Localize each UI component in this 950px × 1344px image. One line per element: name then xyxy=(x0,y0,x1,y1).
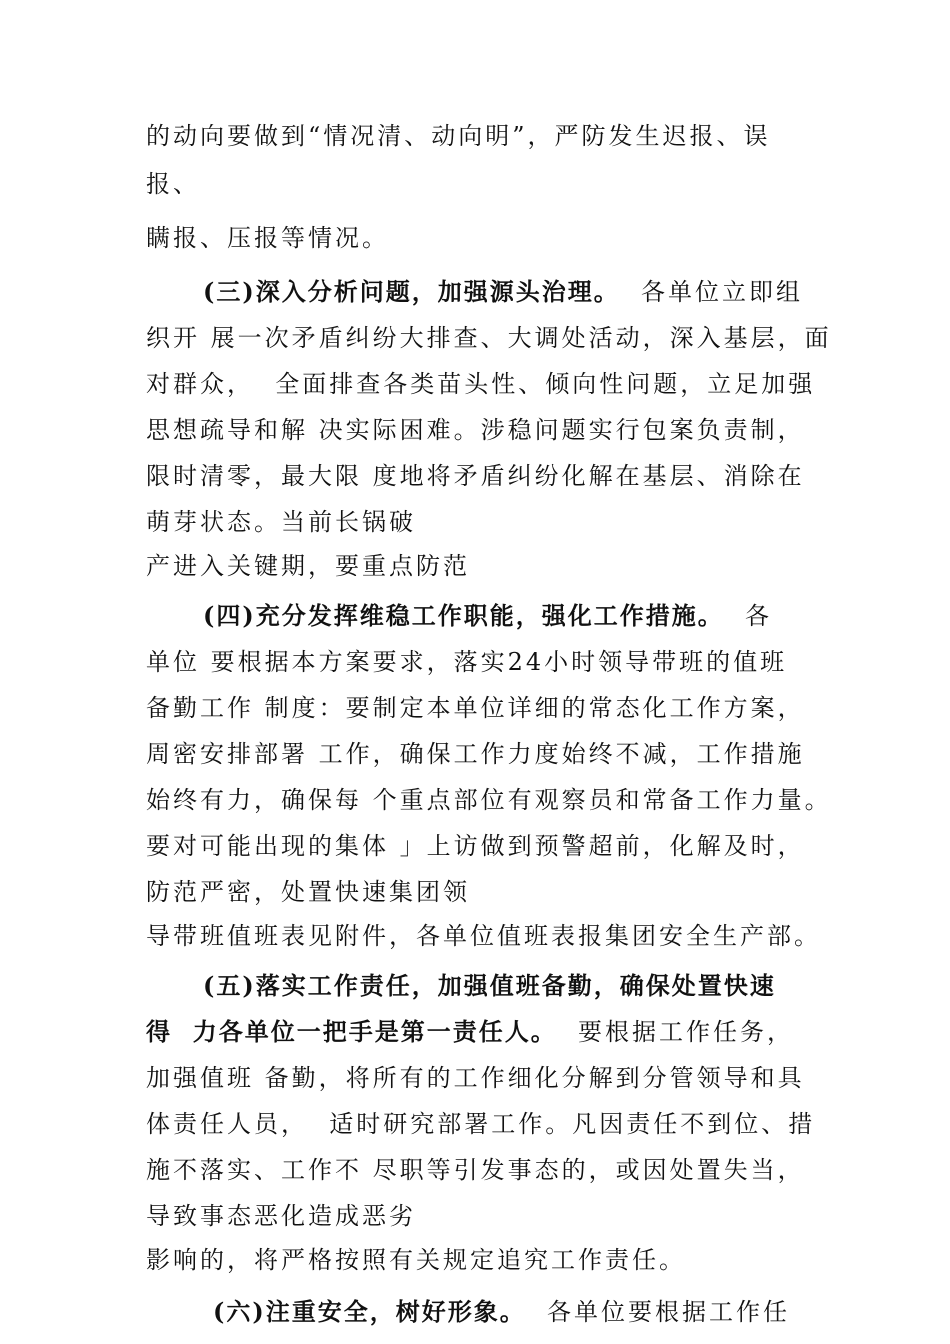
text-line: 要对可能出现的集体 」上访做到预警超前，化解及时， xyxy=(146,832,805,860)
text-line: 的动向要做到“情况清、动向明”，严防发生迟报、误 xyxy=(146,122,771,150)
section-heading: (五)落实工作责任，加强值班备勤，确保处置快速 xyxy=(203,971,776,1000)
text-line: 瞒报、压报等情况。 xyxy=(146,224,389,252)
section-heading: (六)注重安全，树好形象。 xyxy=(213,1297,526,1326)
text-line: 报、 xyxy=(146,170,200,198)
text-line: 防范严密，处置快速集团领 xyxy=(146,878,470,906)
text-line: 始终有力，确保每 个重点部位有观察员和常备工作力量。 xyxy=(146,786,832,814)
text-line: 影响的，将严格按照有关规定追究工作责任。 xyxy=(146,1246,686,1274)
section-heading-line xyxy=(203,970,776,1002)
section-heading: (四)充分发挥维稳工作职能，强化工作措施。 xyxy=(203,601,724,630)
section-heading: (三)深入分析问题，加强源头治理。 xyxy=(203,277,620,306)
text-line: 导带班值班表见附件，各单位值班表报集团安全生产部。 xyxy=(146,922,821,950)
text-line: 思想疏导和解 决实际困难。涉稳问题实行包案负责制， xyxy=(146,416,805,444)
text-span: 各 xyxy=(723,602,772,630)
section-heading: 得 力各单位一把手是第一责任人。 xyxy=(146,1017,557,1046)
text-line: 产进入关键期，要重点防范 xyxy=(146,552,470,580)
text-line: 对群众， 全面排查各类苗头性、倾向性问题，立足加强 xyxy=(146,370,816,398)
text-span: 各单位立即组 xyxy=(619,278,803,306)
section-heading-line xyxy=(203,276,803,308)
text-line: 织开 展一次矛盾纠纷大排查、大调处活动，深入基层，面 xyxy=(146,324,832,352)
text-line: 周密安排部署 工作，确保工作力度始终不减，工作措施 xyxy=(146,740,805,768)
text-line: 体责任人员， 适时研究部署工作。凡因责任不到位、措 xyxy=(146,1110,816,1138)
section-heading-line xyxy=(213,1296,790,1328)
text-line: 单位 要根据本方案要求，落实24小时领导带班的值班 xyxy=(146,648,788,676)
section-heading-line xyxy=(203,600,772,632)
text-line: 萌芽状态。当前长锅破 xyxy=(146,508,416,536)
text-line: 限时清零，最大限 度地将矛盾纠纷化解在基层、消除在 xyxy=(146,462,805,490)
text-line: 备勤工作 制度：要制定本单位详细的常态化工作方案， xyxy=(146,694,805,722)
text-line: 施不落实、工作不 尽职等引发事态的，或因处置失当， xyxy=(146,1156,805,1184)
section-heading-line xyxy=(146,1016,794,1048)
text-span: 各单位要根据工作任 xyxy=(525,1298,790,1326)
text-line: 加强值班 备勤，将所有的工作细化分解到分管领导和具 xyxy=(146,1064,805,1092)
text-span: 要根据工作任务， xyxy=(556,1018,794,1046)
text-line: 导致事态恶化造成恶劣 xyxy=(146,1202,416,1230)
